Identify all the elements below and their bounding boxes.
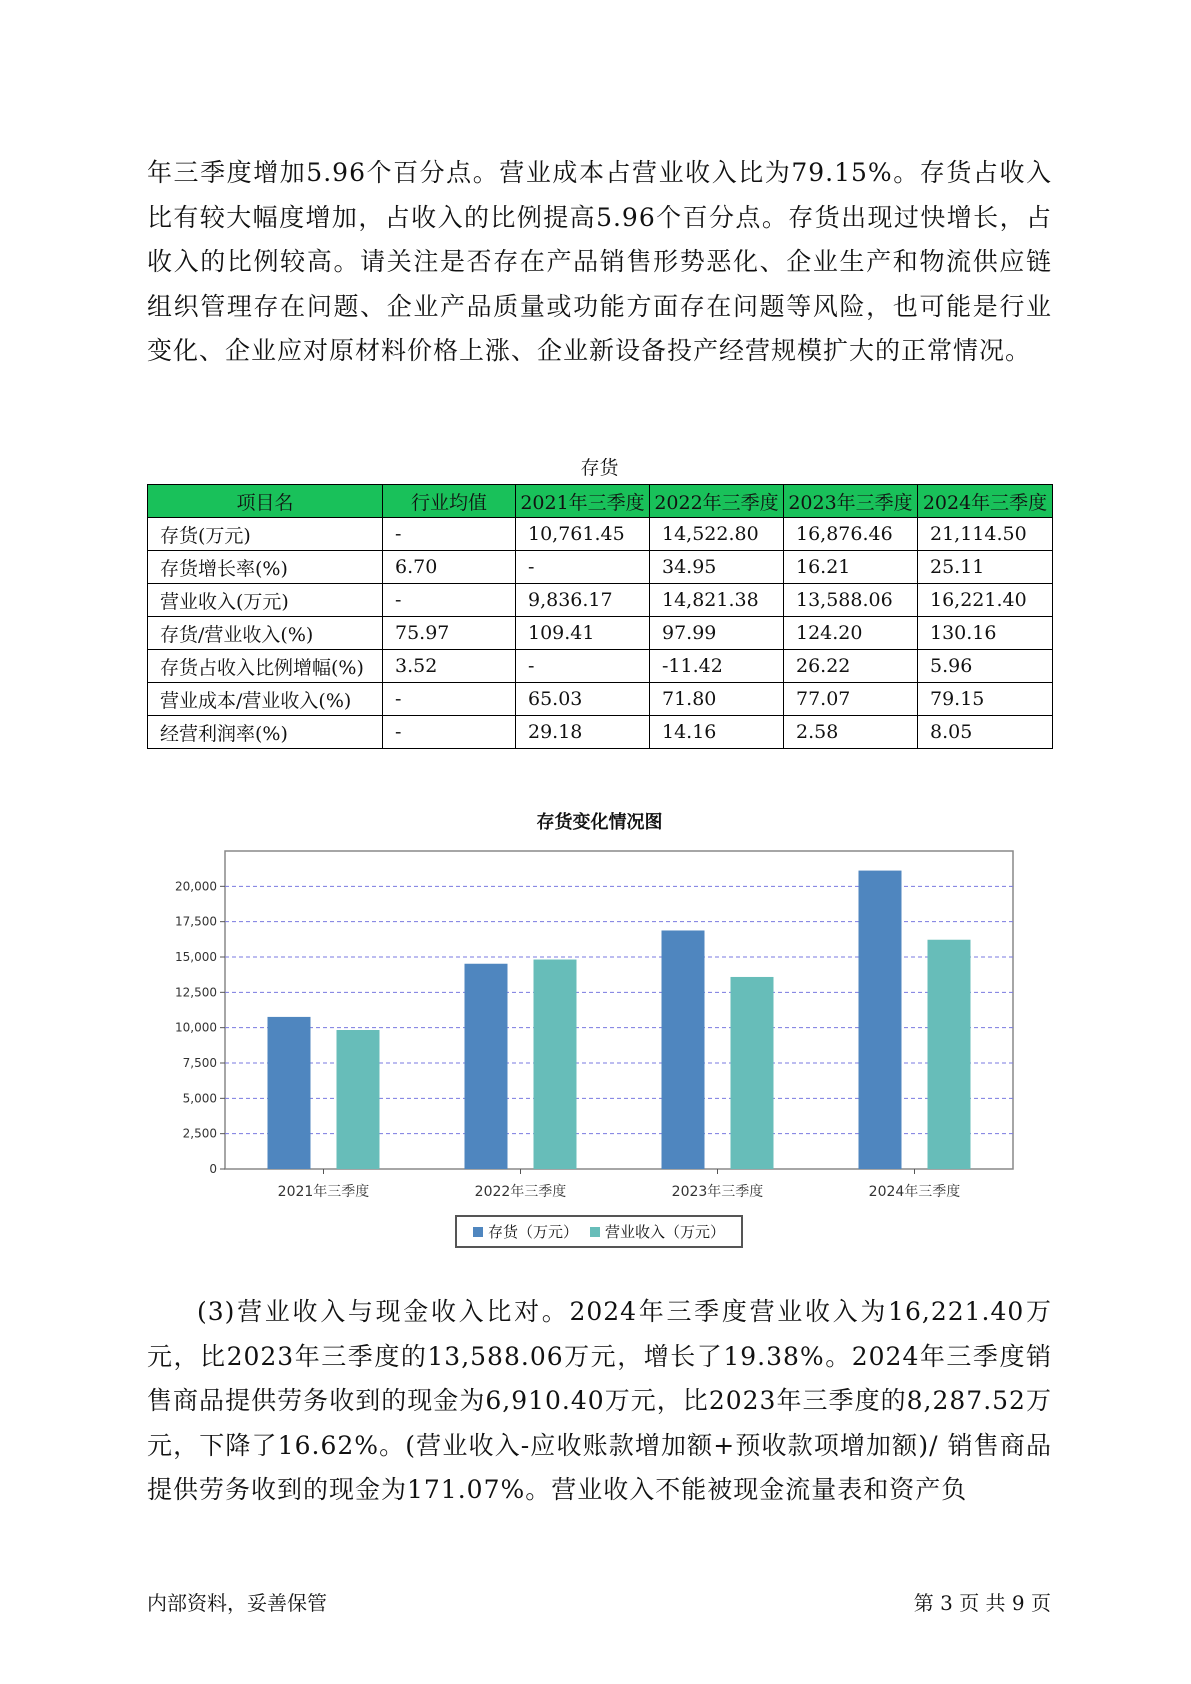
- table-cell: 3.52: [383, 650, 516, 683]
- table-cell: -: [383, 584, 516, 617]
- y-tick-label: 15,000: [175, 950, 217, 964]
- header-item-name: 项目名: [148, 485, 383, 518]
- footer-confidential-note: 内部资料，妥善保管: [147, 1591, 327, 1615]
- legend-item-inventory: [473, 1221, 578, 1242]
- y-tick-label: 10,000: [175, 1020, 217, 1035]
- table-cell: 16.21: [784, 551, 918, 584]
- y-tick-label: 20,000: [175, 879, 217, 894]
- bar-inventory: [859, 871, 902, 1169]
- table-cell: 34.95: [650, 551, 784, 584]
- body-paragraph: 年三季度增加5.96个百分点。营业成本占营业收入比为79.15%。存货占收入比有较大幅度增加，占收入的比例提高5.96个百分点。存货出现过快增长，占收入的比例较高。请关注是否存在产品销售形势恶化、企业生产和物流供应链组织管理存在问题、企业产品质量或功能方面存在问题等风险，也可能是行业变化、企业应对原材料价格上涨、企业新设备投产经营规模扩大的正常情况。: [147, 158, 1052, 365]
- table-cell: 109.41: [516, 617, 650, 650]
- table-cell: 77.07: [784, 683, 918, 716]
- table-cell: 25.11: [918, 551, 1053, 584]
- legend-label-revenue: 营业收入（万元）: [605, 1223, 726, 1241]
- table-cell: 13,588.06: [784, 584, 918, 617]
- bar-inventory: [662, 930, 705, 1169]
- x-tick-label: 2022年三季度: [474, 1184, 567, 1200]
- table-cell: 65.03: [516, 683, 650, 716]
- body-paragraph: (3)营业收入与现金收入比对。2024年三季度营业收入为16,221.40万元，比2023年三季度的13,588.06万元，增长了19.38%。2024年三季度销售商品提供劳务收到的现金为6,910.40万元，比2023年三季度的8,287.52万元，下降了16.62%。(营业收入-应收账款增加额+预收款项增加额)/ 销售商品提供劳务收到的现金为171.07%。营业收入不能被现金流量表和资产负: [147, 1297, 1052, 1504]
- table-cell: 21,114.50: [918, 518, 1053, 551]
- table-cell: 9,836.17: [516, 584, 650, 617]
- header-2023-q3: 2023年三季度: [784, 485, 918, 518]
- table-cell: 14.16: [650, 716, 784, 749]
- y-tick-label: 7,500: [182, 1056, 217, 1070]
- table-cell: 存货增长率(%): [148, 551, 383, 584]
- table-cell: 124.20: [784, 617, 918, 650]
- bar-revenue: [731, 977, 774, 1169]
- x-tick-label: 2024年三季度: [868, 1184, 961, 1200]
- bar-revenue: [337, 1030, 380, 1169]
- table-cell: 14,821.38: [650, 584, 784, 617]
- table-cell: 26.22: [784, 650, 918, 683]
- table-cell: 75.97: [383, 617, 516, 650]
- y-tick-label: 17,500: [175, 914, 217, 929]
- table-cell: -: [383, 518, 516, 551]
- table-cell: 97.99: [650, 617, 784, 650]
- table-cell: -: [383, 716, 516, 749]
- footer-page-number: 第 3 页 共 9 页: [913, 1591, 1051, 1615]
- table-cell: 营业成本/营业收入(%): [148, 683, 383, 716]
- x-tick-label: 2021年三季度: [277, 1184, 370, 1200]
- y-tick-label: 0: [209, 1162, 217, 1176]
- table-cell: 存货/营业收入(%): [148, 617, 383, 650]
- bar-revenue: [534, 960, 577, 1169]
- legend-swatch-revenue: [590, 1227, 600, 1237]
- table-cell: 14,522.80: [650, 518, 784, 551]
- table-cell: 存货(万元): [148, 518, 383, 551]
- table-cell: 79.15: [918, 683, 1053, 716]
- table-cell: 2.58: [784, 716, 918, 749]
- table-cell: -: [516, 551, 650, 584]
- table-cell: 10,761.45: [516, 518, 650, 551]
- bar-inventory: [268, 1017, 311, 1169]
- chart-legend: [455, 1215, 743, 1248]
- table-cell: -: [516, 650, 650, 683]
- legend-swatch-inventory: [473, 1227, 483, 1237]
- header-industry-avg: 行业均值: [383, 485, 516, 518]
- x-tick-label: 2023年三季度: [671, 1184, 764, 1200]
- table-cell: -11.42: [650, 650, 784, 683]
- table-caption: 存货: [580, 457, 619, 479]
- table-cell: 经营利润率(%): [148, 716, 383, 749]
- y-tick-label: 2,500: [182, 1126, 217, 1141]
- table-cell: 5.96: [918, 650, 1053, 683]
- table-cell: 8.05: [918, 716, 1053, 749]
- legend-label-inventory: 存货（万元）: [487, 1223, 578, 1241]
- table-cell: 16,876.46: [784, 518, 918, 551]
- table-cell: 存货占收入比例增幅(%): [148, 650, 383, 683]
- chart-title: 存货变化情况图: [536, 812, 663, 833]
- y-tick-label: 12,500: [175, 985, 217, 1000]
- table-cell: 16,221.40: [918, 584, 1053, 617]
- bar-revenue: [928, 940, 971, 1169]
- table-cell: 29.18: [516, 716, 650, 749]
- header-2021-q3: 2021年三季度: [516, 485, 650, 518]
- y-tick-label: 5,000: [182, 1091, 217, 1106]
- header-2022-q3: 2022年三季度: [650, 485, 784, 518]
- table-cell: 71.80: [650, 683, 784, 716]
- table-cell: 营业收入(万元): [148, 584, 383, 617]
- header-2024-q3: 2024年三季度: [918, 485, 1053, 518]
- legend-item-revenue: [590, 1221, 725, 1242]
- table-cell: 130.16: [918, 617, 1053, 650]
- bar-inventory: [465, 964, 508, 1169]
- table-cell: -: [383, 683, 516, 716]
- table-cell: 6.70: [383, 551, 516, 584]
